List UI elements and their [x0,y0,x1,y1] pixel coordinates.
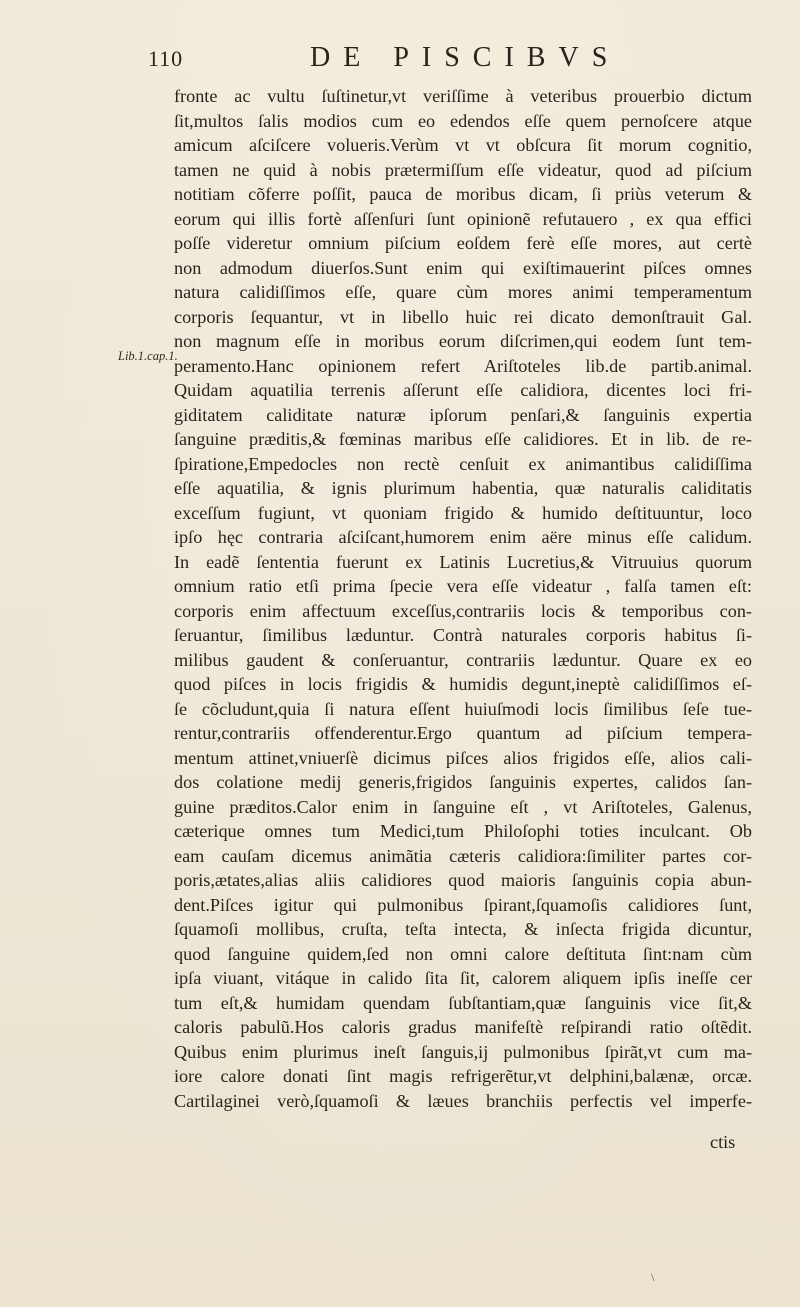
text-line: ſpiratione,Empedocles non rectè cenſuit ex animantibus calidiſſima [174,453,752,474]
text-line: Cartilaginei verò,ſquamoſi & læues branchiis perfectis vel imperfe- [174,1090,752,1111]
text-line: mentum attinet,vniuerſè dicimus piſces alios frigidos eſſe, alios cali- [174,747,752,768]
text-line: guine præditos.Calor enim in ſanguine eſt , vt Ariſtoteles, Galenus, [174,796,752,817]
text-line: milibus gaudent & conſeruantur, contrariis læduntur. Quare ex eo [174,649,752,670]
text-line: exceſſum fugiunt, vt quoniam frigido & humido deſtituuntur, loco [174,502,752,523]
text-line: ſe cõcludunt,quia ſi natura eſſent huiuſmodi locis ſimilibus ſeſe tue- [174,698,752,719]
text-line: poſſe videretur omnium piſcium eoſdem ferè eſſe mores, aut certè [174,233,752,253]
margin-note: Lib.1.cap.1. [118,349,178,363]
text-line: tamen ne quid à nobis prætermiſſum eſſe videatur, quod ad piſcium [174,159,752,180]
text-line: quod piſces in locis frigidis & humidis degunt,ineptè calidiſſimos eſ- [174,674,752,694]
text-line: Quidam aquatilia terrenis aſſerunt eſſe calidiora, dicentes loci fri- [174,380,752,400]
stray-mark: \ [651,1270,655,1284]
text-line: tum eſt,& humidam quendam ſubſtantiam,quæ ſanguinis vice ſit,& [174,992,752,1013]
text-line: quod ſanguine quidem,ſed non omni calore deſtituta ſint:nam cùm [174,943,752,964]
running-title: DE PISCIBVS [310,42,621,73]
text-line: giditatem caliditate naturæ ipſorum penſari,& ſanguinis expertia [174,404,752,425]
text-line: eorum qui illis fortè aſſenſuri ſunt opinionẽ refutauero , ex qua effici [174,208,752,229]
page-header [148,42,668,82]
text-line: non magnum eſſe in moribus eorum diſcrimen,qui eodem ſunt tem- [174,331,752,351]
page-number: 110 [148,46,184,71]
catchword: ctis [710,1132,736,1152]
text-line: ſquamoſi mollibus, cruſta, teſta intecta, & inſecta frigida dicuntur, [174,919,752,939]
body-text [174,84,752,1113]
text-line: dos colatione medij generis,frigidos ſanguinis expertes, calidos ſan- [174,772,752,792]
text-line: ipſo hęc contraria aſciſcant,humorem enim aëre minus eſſe calidum. [174,527,752,547]
text-line: iore calore donati ſint magis refrigerẽtur,vt delphini,balænæ, orcæ. [174,1066,752,1086]
text-line: corporis ſequantur, vt in libello huic rei dicato demonſtrauit Gal. [174,306,752,327]
text-line: cæterique omnes tum Medici,tum Philoſophi toties inculcant. Ob [174,821,752,841]
text-line: natura calidiſſimos eſſe, quare cùm mores animi temperamentum [174,282,752,302]
text-line: rentur,contrariis offenderentur.Ergo quantum ad piſcium tempera- [174,723,752,743]
text-line: poris,ætates,alias aliis calidiores quod maioris ſanguinis copia abun- [174,870,752,890]
text-line: notitiam cõferre poſſit, pauca de moribus dicam, ſi priùs veterum & [174,184,752,204]
text-line: caloris pabulũ.Hos caloris gradus manifeſtè reſpirandi ratio oſtẽdit. [174,1017,752,1037]
text-line: non admodum diuerſos.Sunt enim qui exiſtimauerint piſces omnes [174,257,752,278]
text-line: eſſe aquatilia, & ignis plurimum habentia, quæ naturalis caliditatis [174,478,752,498]
text-line: ipſa viuant, vitáque in calido ſita ſit, calorem aliquem ipſis ineſſe cer [174,968,752,988]
text-line: peramento.Hanc opinionem refert Ariſtoteles lib.de partib.animal. [174,355,752,376]
text-line: eam cauſam dicemus animãtia cæteris calidiora:ſimiliter partes cor- [174,845,752,866]
text-line: ſanguine præditis,& fœminas maribus eſſe calidiores. Et in lib. de re- [174,429,752,449]
text-line: dent.Piſces igitur qui pulmonibus ſpirant,ſquamoſis calidiores ſunt, [174,894,752,915]
text-line: Quibus enim plurimus ineſt ſanguis,ij pulmonibus ſpirãt,vt cum ma- [174,1041,752,1062]
text-line: amicum aſciſcere volueris.Verùm vt vt obſcura ſit morum cognitio, [174,135,752,155]
text-line: ſit,multos ſalis modios cum eo edendos eſſe quem pernoſcere atque [174,110,752,131]
text-line: In eadẽ ſententia fuerunt ex Latinis Lucretius,& Vitruuius quorum [174,551,752,572]
text-line: fronte ac vultu ſuſtinetur,vt veriſſime à veteribus prouerbio dictum [174,86,752,106]
text-line: corporis enim affectuum exceſſus,contrariis locis & temporibus con- [174,600,752,621]
text-line: omnium ratio etſi prima ſpecie vera eſſe videatur , falſa tamen eſt: [174,576,752,596]
text-line: ſeruantur, ſimilibus læduntur. Contrà naturales corporis habitus ſi- [174,625,752,645]
